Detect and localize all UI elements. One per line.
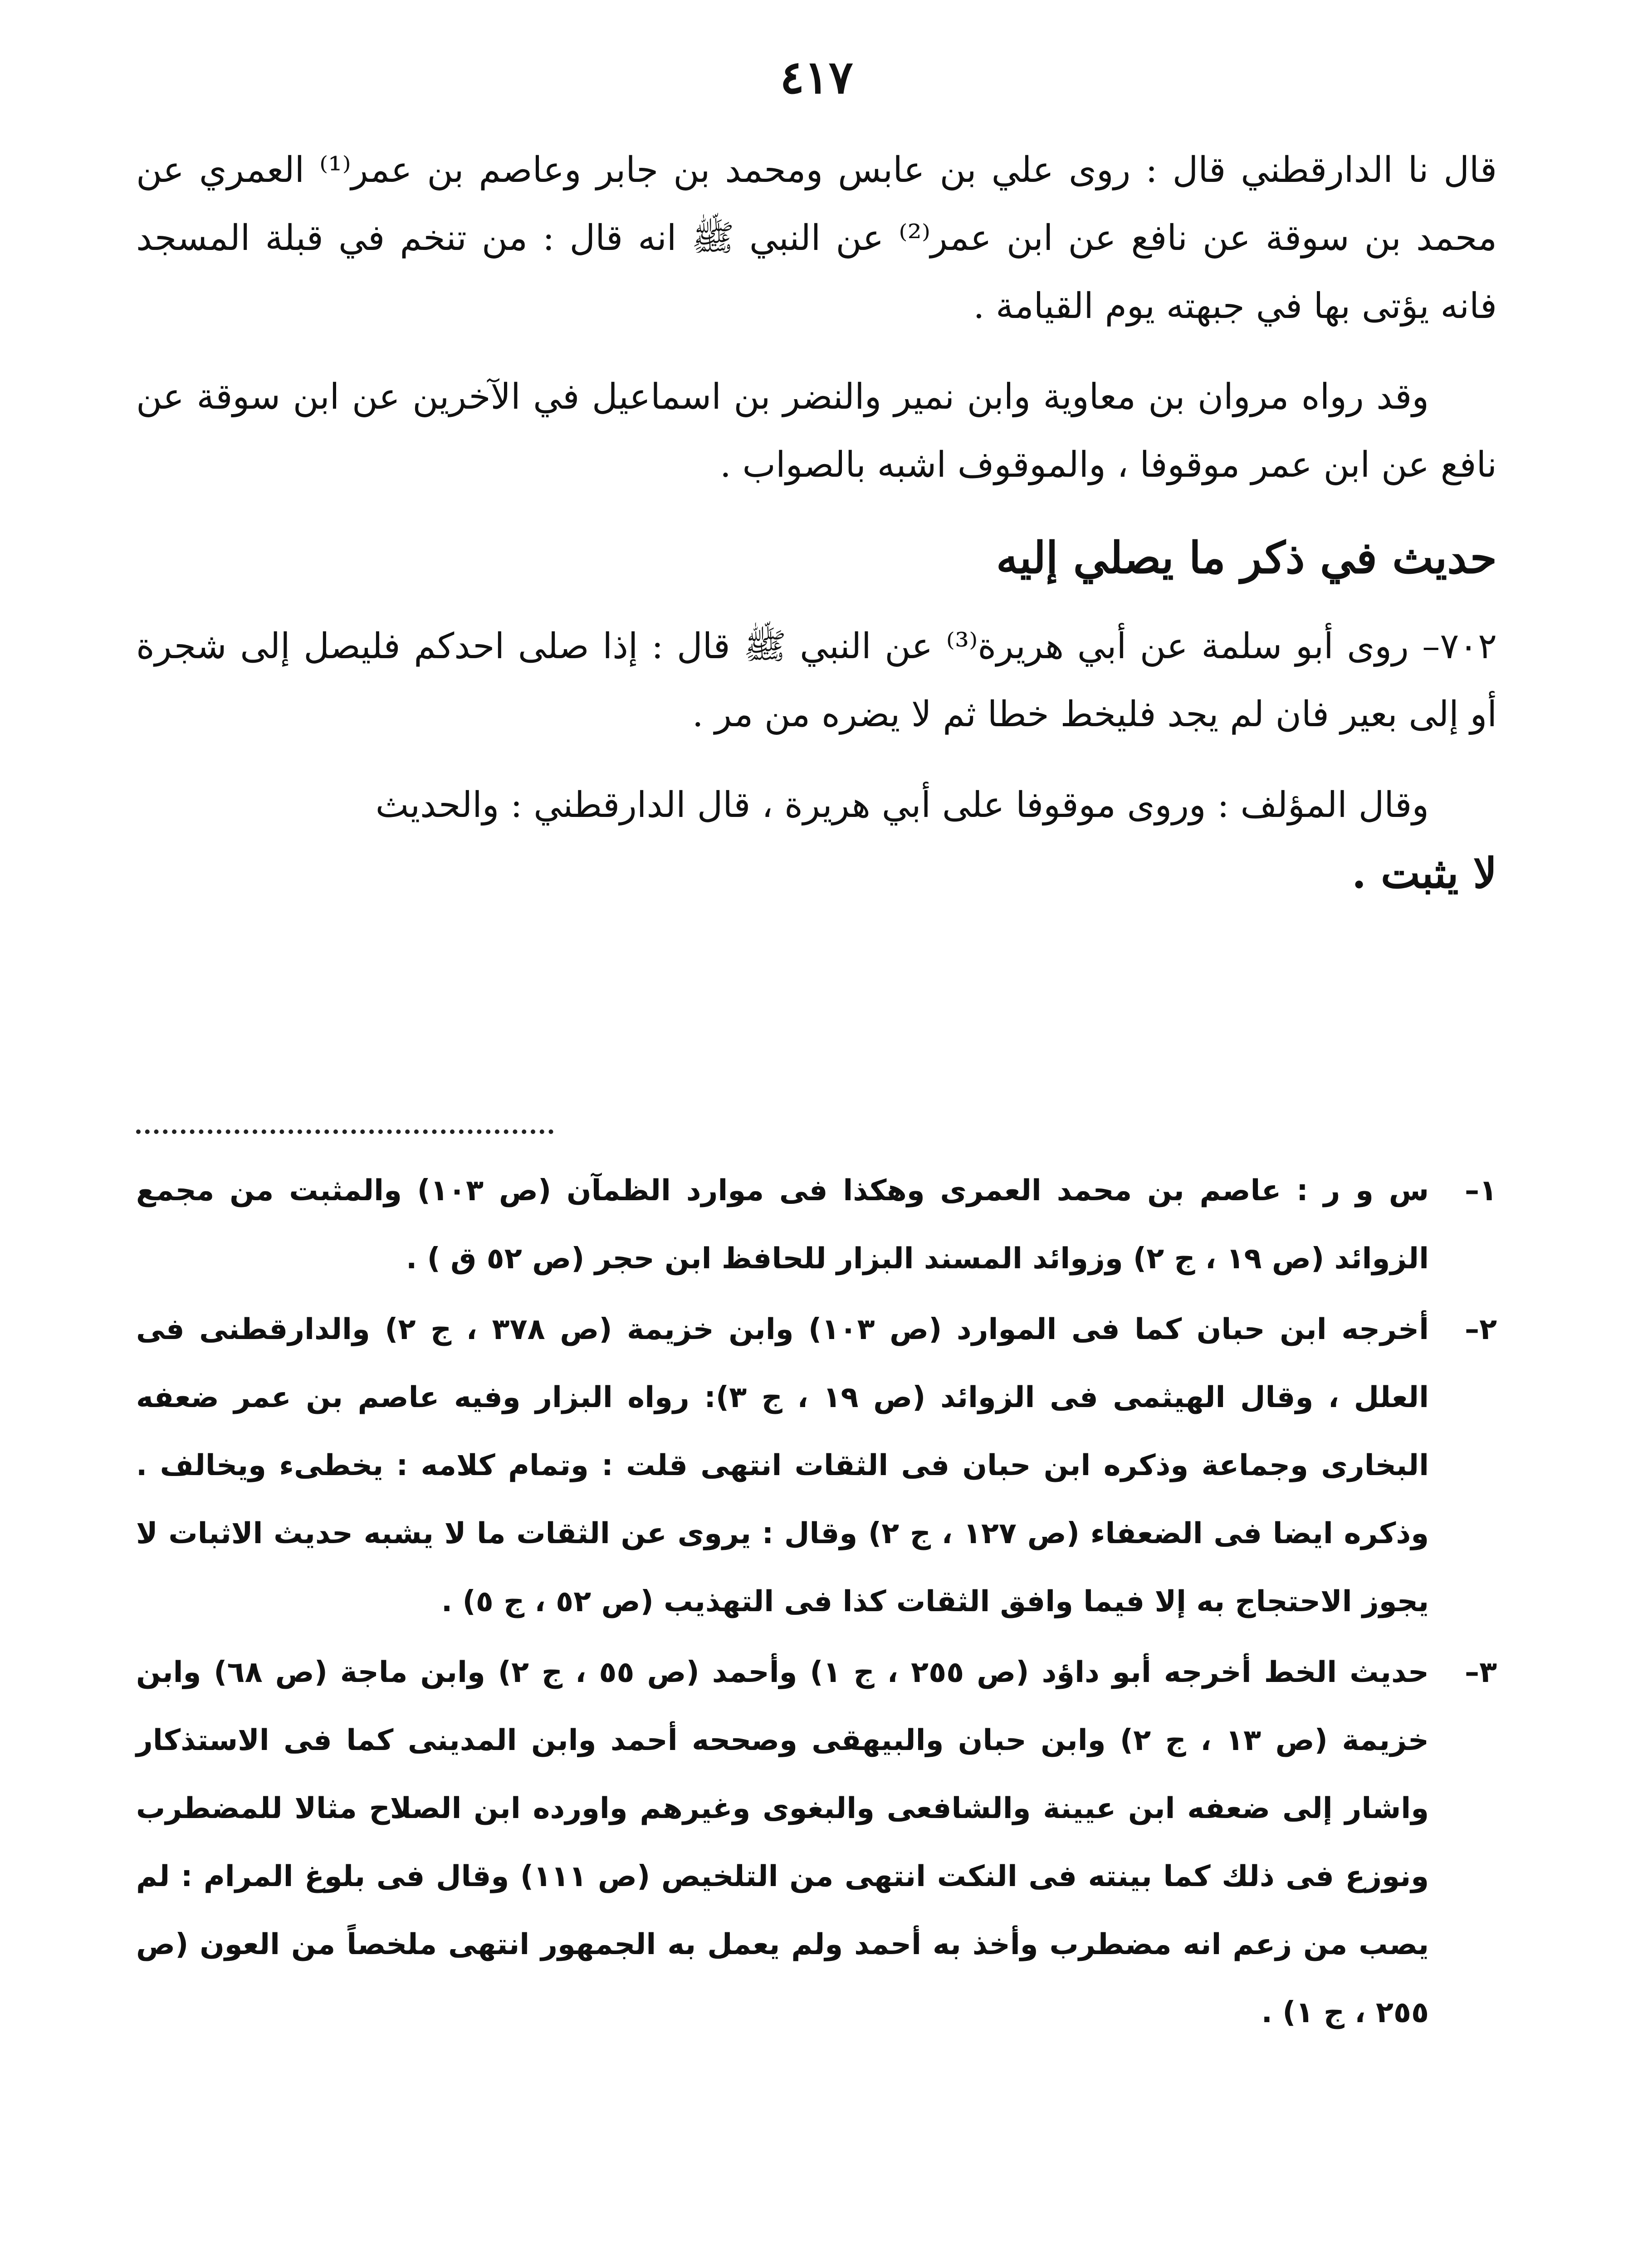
footnotes	[136, 1157, 1497, 2049]
paragraph-mawquf-note: وقد رواه مروان بن معاوية وابن نمير والنضر بن اسماعيل في الآخرين عن ابن سوقة عن نافع عن ابن عمر موقوفا ، والموقوف اشبه بالصواب .	[136, 376, 1497, 485]
footnote-text: حديث الخط أخرجه أبو داؤد (ص ٢٥٥ ، ج ١) وأحمد (ص ٥٥ ، ج ٢) وابن ماجة (ص ٦٨) وابن خزيمة (ص ١٣ ، ج ٢) وابن حبان والبيهقى وصححه أحمد وابن المدينى كما فى الاستذكار واشار إلى ضعفه ابن عيينة والشافعى والبغوى وغيرهم واورده ابن الصلاح مثالا للمضطرب ونوزع فى ذلك كما بينته فى النكت انتهى من التلخيص (ص ١١١) وقال فى بلوغ المرام : لم يصب من زعم انه مضطرب وأخذ به أحمد ولم يعمل به الجمهور انتهى ملخصاً من العون (ص ٢٥٥ ، ج ١) .	[136, 1656, 1429, 2029]
page-number: ٤١٧	[780, 50, 853, 104]
footnote-number: ٢–	[1464, 1313, 1497, 1346]
footnote-3	[136, 1638, 1497, 2047]
footnote-2	[136, 1295, 1497, 1636]
footnote-1	[136, 1157, 1497, 1293]
footnote-divider	[136, 1129, 553, 1134]
main-text	[136, 136, 1497, 933]
paragraph-author-comment	[136, 771, 1497, 910]
footnote-text: س و ر : عاصم بن محمد العمرى وهكذا فى موارد الظمآن (ص ١٠٣) والمثبت من مجمع الزوائد (ص ١٩ ، ج ٢) وزوائد المسند البزار للحافظ ابن حجر (ص ٥٢ ق ) .	[136, 1174, 1429, 1276]
footnote-text: أخرجه ابن حبان كما فى الموارد (ص ١٠٣) وابن خزيمة (ص ٣٧٨ ، ج ٢) والدارقطنى فى العلل ، وقال الهيثمى فى الزوائد (ص ١٩ ، ج ٣): رواه البزار وفيه عاصم بن عمر ضعفه البخارى وجماعة وذكره ابن حبان فى الثقات انتهى قلت : وتمام كلامه : يخطىء ويخالف . وذكره ايضا فى الضعفاء (ص ١٢٧ ، ج ٢) وقال : يروى عن الثقات ما لا يشبه حديث الاثبات لا يجوز الاحتجاج به إلا فيما وافق الثقات كذا فى التهذيب (ص ٥٢ ، ج ٥) .	[136, 1313, 1429, 1618]
footnote-number: ١–	[1464, 1174, 1497, 1207]
document-page	[136, 41, 1497, 2268]
paragraph-hadith-702: ٧٠٢– روى أبو سلمة عن أبي هريرة⁽³⁾ عن النبي ﷺ قال : إذا صلى احدكم فليصل إلى شجرة أو إلى بعير فان لم يجد فليخط خطا ثم لا يضره من مر .	[136, 626, 1497, 735]
author-comment-conclusion: لا يثبت .	[1351, 849, 1497, 898]
footnote-number: ٣–	[1464, 1656, 1497, 1689]
section-heading: حديث في ذكر ما يصلي إليه	[996, 532, 1497, 583]
author-comment-text: وقال المؤلف : وروى موقوفا على أبي هريرة ، قال الدارقطني : والحديث	[375, 785, 1429, 826]
paragraph-daraqutni-narration: قال نا الدارقطني قال : روى علي بن عابس ومحمد بن جابر وعاصم بن عمر⁽¹⁾ العمري عن محمد بن سوقة عن نافع عن ابن عمر⁽²⁾ عن النبي ﷺ انه قال : من تنخم في قبلة المسجد فانه يؤتى بها في جبهته يوم القيامة .	[136, 150, 1497, 327]
